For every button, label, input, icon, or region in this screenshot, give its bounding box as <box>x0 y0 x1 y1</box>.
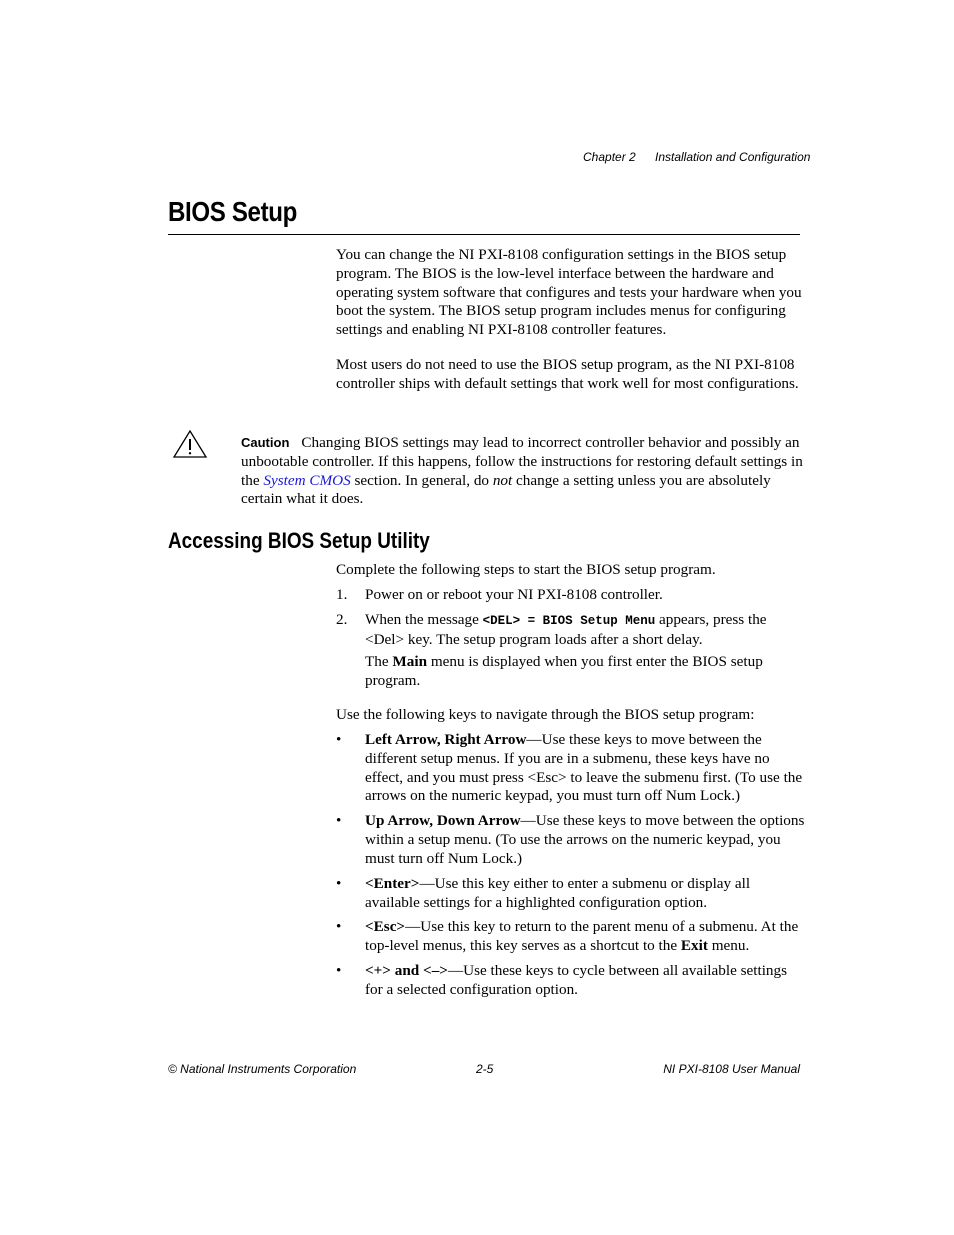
warning-triangle-icon <box>173 430 207 458</box>
step-number-1: 1. <box>336 586 348 603</box>
key-item-plus-minus <box>365 962 805 1000</box>
step-2-text-a: When the message <box>365 611 483 628</box>
system-cmos-link[interactable]: System CMOS <box>263 471 351 489</box>
bullet-icon: • <box>336 918 342 935</box>
key-description: —Use this key either to enter a submenu or display all available settings for a highlighted configuration option. <box>365 875 751 911</box>
key-name: <Esc> <box>365 918 406 935</box>
key-item-esc <box>365 918 805 956</box>
step-2-sub-bold: Main <box>392 653 428 670</box>
caution-label: Caution <box>241 435 290 450</box>
step-2-text-b: appears, press the <Del> key. The setup program loads after a short delay. <box>365 611 767 648</box>
step-2-text <box>365 611 805 650</box>
bullet-icon: • <box>336 962 342 979</box>
key-description: —Use these keys to move between the options within a setup menu. (To use the arrows on the numeric keypad, you must turn off Num Lock.) <box>365 812 805 867</box>
step-number-2: 2. <box>336 611 348 628</box>
key-name: <+> and <–> <box>365 962 448 979</box>
bullet-icon: • <box>336 731 342 748</box>
footer-page-number: 2-5 <box>476 1062 494 1076</box>
keys-lead: Use the following keys to navigate through the BIOS setup program: <box>336 706 755 723</box>
running-header-chapter-title: Installation and Configuration <box>655 150 811 164</box>
step-2-code: <DEL> = BIOS Setup Menu <box>482 614 656 628</box>
caution-text-b: section. In general, do <box>350 471 493 489</box>
step-2-subparagraph <box>365 653 805 691</box>
bullet-icon: • <box>336 812 342 829</box>
running-header-chapter: Chapter 2 <box>583 150 636 164</box>
step-1-text: Power on or reboot your NI PXI-8108 controller. <box>365 586 663 603</box>
caution-text-c: change a setting unless you are absolutely certain what it does. <box>241 471 771 508</box>
caution-emphasis: not <box>492 471 513 489</box>
section-lead: Complete the following steps to start the BIOS setup program. <box>336 561 716 578</box>
intro-paragraph-1: You can change the NI PXI-8108 configuration settings in the BIOS setup program. The BIOS is the low-level interface between the hardware and operating system software that configures and tests your hardware when you boot the system. The BIOS setup program includes menus for configuring settings and enabling NI PXI-8108 controller features. <box>336 246 802 339</box>
intro-paragraph-2: Most users do not need to use the BIOS setup program, as the NI PXI-8108 controller ships with default settings that work well for most configurations. <box>336 356 799 392</box>
key-name: Left Arrow, Right Arrow <box>365 731 527 748</box>
caution-text-a: Changing BIOS settings may lead to incorrect controller behavior and possibly an unbootable controller. If this happens, follow the instructions for restoring default settings in the <box>241 434 803 489</box>
key-description: —Use these keys to cycle between all available settings for a selected configuration option. <box>365 962 788 998</box>
key-description: —Use this key to return to the parent menu of a submenu. At the top-level menus, this key serves as a shortcut to the <box>365 918 799 954</box>
footer-manual-title: NI PXI-8108 User Manual <box>663 1062 800 1076</box>
step-2-sub-b: menu is displayed when you first enter the BIOS setup program. <box>365 653 763 689</box>
section-heading: Accessing BIOS Setup Utility <box>168 528 430 553</box>
key-description: —Use these keys to move between the different setup menus. If you are in a submenu, these keys have no effect, and you must press <Esc> to leave the submenu first. (To use the arrows on the numeric keypad, you must turn off Num Lock.) <box>365 731 803 805</box>
step-2-sub-a: The <box>365 653 393 670</box>
footer-copyright: © National Instruments Corporation <box>168 1062 357 1076</box>
key-name: <Enter> <box>365 875 420 892</box>
key-description-end: menu. <box>707 936 750 954</box>
page-title: BIOS Setup <box>168 196 298 227</box>
title-rule <box>168 234 800 235</box>
key-item-up-down <box>365 812 805 868</box>
key-description-bold: Exit <box>680 936 708 954</box>
key-item-enter <box>365 875 805 913</box>
key-item-left-right <box>365 731 805 806</box>
caution-note <box>241 434 803 509</box>
bullet-icon: • <box>336 875 342 892</box>
key-name: Up Arrow, Down Arrow <box>365 812 521 829</box>
